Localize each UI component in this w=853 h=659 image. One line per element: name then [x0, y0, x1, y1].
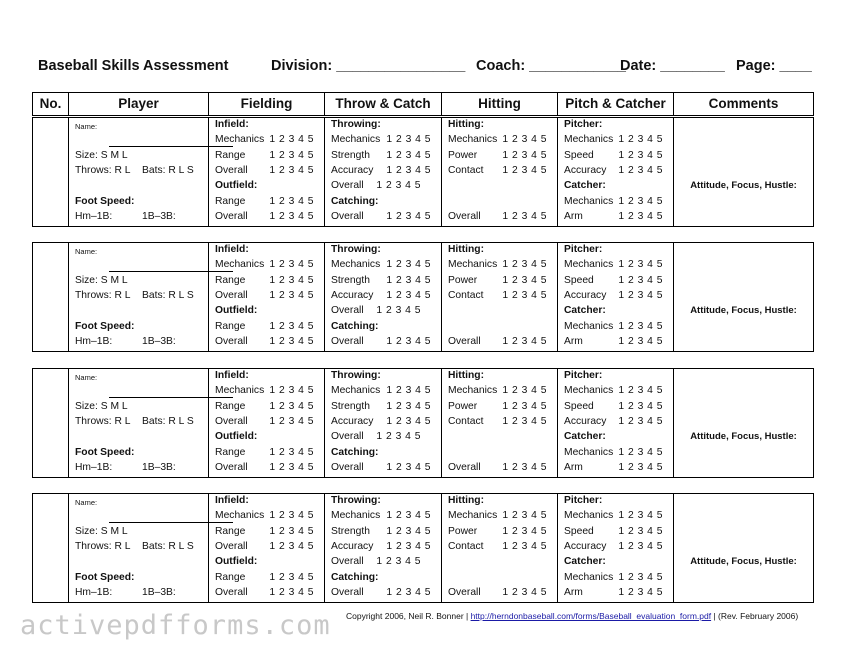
pitch-catcher-cell: [558, 494, 674, 602]
rating-scale[interactable]: 1 2 3 4 5: [502, 587, 547, 598]
throws-label: Throws: R L: [75, 541, 131, 552]
catcher-mechanics-row: Mechanics 1 2 3 4 5: [564, 572, 663, 583]
col-throw-catch: Throw & Catch: [325, 93, 442, 115]
hitting-label: Hitting:: [448, 244, 485, 255]
catcher-mechanics-row: Mechanics 1 2 3 4 5: [564, 447, 663, 458]
comments-label: Attitude, Focus, Hustle:: [690, 556, 797, 567]
catcher-arm-row: Arm 1 2 3 4 5: [564, 211, 663, 222]
catching-overall-row: Overall 1 2 3 4 5: [331, 462, 431, 473]
hitting-overall-row: Overall 1 2 3 4 5: [448, 587, 547, 598]
rating-scale[interactable]: 1 2 3 4 5: [618, 587, 663, 598]
rating-scale[interactable]: 1 2 3 4 5: [618, 526, 663, 537]
pitcher-accuracy-row: Accuracy 1 2 3 4 5: [564, 416, 663, 427]
rating-scale[interactable]: 1 2 3 4 5: [269, 336, 314, 347]
comments-label: Attitude, Focus, Hustle:: [690, 180, 797, 191]
hitting-mechanics-row: Mechanics 1 2 3 4 5: [448, 510, 547, 521]
rating-scale[interactable]: 1 2 3 4 5: [502, 541, 547, 552]
throwing-mechanics-row: Mechanics 1 2 3 4 5: [331, 259, 431, 270]
throwing-overall-row: Overall 1 2 3 4 5: [331, 180, 421, 191]
pitcher-accuracy-row: Accuracy 1 2 3 4 5: [564, 290, 663, 301]
throws-bats-row: [75, 540, 204, 554]
rating-scale[interactable]: 1 2 3 4 5: [618, 510, 663, 521]
infield-mechanics-row: Mechanics 1 2 3 4 5: [215, 385, 314, 396]
form-title: Baseball Skills Assessment: [38, 58, 229, 74]
no-cell[interactable]: [33, 243, 69, 351]
hitting-cell: [442, 243, 558, 351]
infield-overall-row: Overall 1 2 3 4 5: [215, 416, 314, 427]
size-label: Size: S M L: [75, 526, 128, 537]
rating-scale[interactable]: 1 2 3 4 5: [618, 259, 663, 270]
rating-scale[interactable]: 1 2 3 4 5: [618, 462, 663, 473]
rating-scale[interactable]: 1 2 3 4 5: [618, 211, 663, 222]
size-label: Size: S M L: [75, 150, 128, 161]
hitting-power-row: Power 1 2 3 4 5: [448, 401, 547, 412]
outfield-label: Outfield:: [215, 180, 258, 191]
outfield-overall-row: Overall 1 2 3 4 5: [215, 336, 314, 347]
rating-scale[interactable]: 1 2 3 4 5: [386, 336, 431, 347]
infield-range-row: Range 1 2 3 4 5: [215, 526, 314, 537]
catcher-mechanics-row: Mechanics 1 2 3 4 5: [564, 196, 663, 207]
rating-scale[interactable]: 1 2 3 4 5: [386, 526, 431, 537]
pitcher-mechanics-row: Mechanics 1 2 3 4 5: [564, 510, 663, 521]
catcher-arm-row: Arm 1 2 3 4 5: [564, 587, 663, 598]
hitting-cell: [442, 369, 558, 477]
infield-label: Infield:: [215, 244, 249, 255]
hitting-overall-row: Overall 1 2 3 4 5: [448, 211, 547, 222]
division-field: Division: ________________: [271, 58, 466, 74]
outfield-overall-row: Overall 1 2 3 4 5: [215, 462, 314, 473]
rating-scale[interactable]: 1 2 3 4 5: [269, 385, 314, 396]
page-field: Page: ____: [736, 58, 812, 74]
comments-cell[interactable]: [674, 494, 813, 602]
throw-catch-cell: [325, 369, 442, 477]
outfield-range-row: Range 1 2 3 4 5: [215, 196, 314, 207]
rating-scale[interactable]: 1 2 3 4 5: [269, 196, 314, 207]
hitting-label: Hitting:: [448, 495, 485, 506]
outfield-overall-row: Overall 1 2 3 4 5: [215, 211, 314, 222]
catching-label: Catching:: [331, 447, 379, 458]
rating-scale[interactable]: 1 2 3 4 5: [386, 290, 431, 301]
rating-scale[interactable]: 1 2 3 4 5: [502, 526, 547, 537]
pitcher-mechanics-row: Mechanics 1 2 3 4 5: [564, 259, 663, 270]
pitch-catcher-cell: [558, 369, 674, 477]
hitting-overall-row: Overall 1 2 3 4 5: [448, 462, 547, 473]
rating-scale[interactable]: 1 2 3 4 5: [502, 211, 547, 222]
catcher-mechanics-row: Mechanics 1 2 3 4 5: [564, 321, 663, 332]
throws-bats-row: [75, 289, 204, 303]
rating-scale[interactable]: 1 2 3 4 5: [618, 447, 663, 458]
infield-mechanics-row: Mechanics 1 2 3 4 5: [215, 134, 314, 145]
throw-catch-cell: [325, 118, 442, 226]
throwing-strength-row: Strength 1 2 3 4 5: [331, 401, 431, 412]
infield-label: Infield:: [215, 370, 249, 381]
catching-label: Catching:: [331, 321, 379, 332]
hitting-cell: [442, 118, 558, 226]
rating-scale[interactable]: 1 2 3 4 5: [386, 401, 431, 412]
throwing-accuracy-row: Accuracy 1 2 3 4 5: [331, 541, 431, 552]
rating-scale[interactable]: 1 2 3 4 5: [618, 150, 663, 161]
rating-scale[interactable]: 1 2 3 4 5: [269, 211, 314, 222]
outfield-range-row: Range 1 2 3 4 5: [215, 447, 314, 458]
speed-times-row: [75, 461, 204, 475]
hitting-power-row: Power 1 2 3 4 5: [448, 150, 547, 161]
throwing-overall-row: Overall 1 2 3 4 5: [331, 305, 421, 316]
rating-scale[interactable]: 1 2 3 4 5: [502, 165, 547, 176]
hitting-power-row: Power 1 2 3 4 5: [448, 526, 547, 537]
player-block: [32, 493, 814, 603]
rating-scale[interactable]: 1 2 3 4 5: [376, 556, 421, 567]
comments-cell[interactable]: [674, 369, 813, 477]
infield-overall-row: Overall 1 2 3 4 5: [215, 290, 314, 301]
pitcher-label: Pitcher:: [564, 119, 603, 130]
rating-scale[interactable]: 1 2 3 4 5: [502, 290, 547, 301]
rating-scale[interactable]: 1 2 3 4 5: [386, 541, 431, 552]
catching-label: Catching:: [331, 572, 379, 583]
rating-scale[interactable]: 1 2 3 4 5: [269, 587, 314, 598]
b13b-label: 1B–3B:: [142, 336, 176, 347]
rating-scale[interactable]: 1 2 3 4 5: [618, 336, 663, 347]
fielding-cell: [209, 494, 325, 602]
hitting-contact-row: Contact 1 2 3 4 5: [448, 165, 547, 176]
rating-scale[interactable]: 1 2 3 4 5: [269, 401, 314, 412]
throws-bats-row: [75, 415, 204, 429]
throws-label: Throws: R L: [75, 165, 131, 176]
rating-scale[interactable]: 1 2 3 4 5: [618, 290, 663, 301]
player-cell: [69, 369, 209, 477]
throwing-accuracy-row: Accuracy 1 2 3 4 5: [331, 416, 431, 427]
no-cell[interactable]: [33, 494, 69, 602]
throwing-mechanics-row: Mechanics 1 2 3 4 5: [331, 510, 431, 521]
name-label: Name:: [75, 498, 98, 507]
throwing-strength-row: Strength 1 2 3 4 5: [331, 275, 431, 286]
rating-scale[interactable]: 1 2 3 4 5: [502, 401, 547, 412]
rating-scale[interactable]: 1 2 3 4 5: [269, 259, 314, 270]
throwing-accuracy-row: Accuracy 1 2 3 4 5: [331, 165, 431, 176]
speed-times-row: [75, 335, 204, 349]
fielding-cell: [209, 118, 325, 226]
infield-range-row: Range 1 2 3 4 5: [215, 150, 314, 161]
rating-scale[interactable]: 1 2 3 4 5: [618, 134, 663, 145]
pitcher-speed-row: Speed 1 2 3 4 5: [564, 150, 663, 161]
foot-speed-label: Foot Speed:: [75, 196, 135, 207]
rating-scale[interactable]: 1 2 3 4 5: [386, 416, 431, 427]
size-label: Size: S M L: [75, 401, 128, 412]
speed-times-row: [75, 586, 204, 600]
infield-label: Infield:: [215, 119, 249, 130]
rating-scale[interactable]: 1 2 3 4 5: [269, 290, 314, 301]
hitting-label: Hitting:: [448, 370, 485, 381]
name-label: Name:: [75, 122, 98, 131]
pitcher-speed-row: Speed 1 2 3 4 5: [564, 401, 663, 412]
infield-range-row: Range 1 2 3 4 5: [215, 401, 314, 412]
hitting-mechanics-row: Mechanics 1 2 3 4 5: [448, 385, 547, 396]
col-fielding: Fielding: [209, 93, 325, 115]
size-label: Size: S M L: [75, 275, 128, 286]
throwing-overall-row: Overall 1 2 3 4 5: [331, 431, 421, 442]
b13b-label: 1B–3B:: [142, 587, 176, 598]
rating-scale[interactable]: 1 2 3 4 5: [386, 211, 431, 222]
rating-scale[interactable]: 1 2 3 4 5: [386, 275, 431, 286]
hitting-contact-row: Contact 1 2 3 4 5: [448, 290, 547, 301]
comments-label: Attitude, Focus, Hustle:: [690, 305, 797, 316]
rating-scale[interactable]: 1 2 3 4 5: [502, 416, 547, 427]
infield-overall-row: Overall 1 2 3 4 5: [215, 541, 314, 552]
rating-scale[interactable]: 1 2 3 4 5: [376, 305, 421, 316]
catching-overall-row: Overall 1 2 3 4 5: [331, 336, 431, 347]
rating-scale[interactable]: 1 2 3 4 5: [386, 134, 431, 145]
throws-label: Throws: R L: [75, 416, 131, 427]
rating-scale[interactable]: 1 2 3 4 5: [618, 196, 663, 207]
outfield-overall-row: Overall 1 2 3 4 5: [215, 587, 314, 598]
outfield-range-row: Range 1 2 3 4 5: [215, 321, 314, 332]
rating-scale[interactable]: 1 2 3 4 5: [376, 431, 421, 442]
throws-label: Throws: R L: [75, 290, 131, 301]
rating-scale[interactable]: 1 2 3 4 5: [386, 385, 431, 396]
player-cell: [69, 118, 209, 226]
bats-label: Bats: R L S: [142, 541, 194, 552]
player-block: [32, 117, 814, 227]
col-pitch-catcher: Pitch & Catcher: [558, 93, 674, 115]
comments-label: Attitude, Focus, Hustle:: [690, 431, 797, 442]
rating-scale[interactable]: 1 2 3 4 5: [618, 321, 663, 332]
pitcher-mechanics-row: Mechanics 1 2 3 4 5: [564, 385, 663, 396]
rating-scale[interactable]: 1 2 3 4 5: [502, 259, 547, 270]
player-block: [32, 242, 814, 352]
form-link[interactable]: http://herndonbaseball.com/forms/Baseball_evaluation_form.pdf: [470, 611, 712, 621]
throwing-strength-row: Strength 1 2 3 4 5: [331, 150, 431, 161]
throwing-overall-row: Overall 1 2 3 4 5: [331, 556, 421, 567]
rating-scale[interactable]: 1 2 3 4 5: [618, 275, 663, 286]
rating-scale[interactable]: 1 2 3 4 5: [618, 401, 663, 412]
catching-overall-row: Overall 1 2 3 4 5: [331, 211, 431, 222]
rating-scale[interactable]: 1 2 3 4 5: [269, 150, 314, 161]
hm1b-label: Hm–1B:: [75, 587, 113, 598]
rating-scale[interactable]: 1 2 3 4 5: [502, 134, 547, 145]
rating-scale[interactable]: 1 2 3 4 5: [269, 526, 314, 537]
hitting-label: Hitting:: [448, 119, 485, 130]
rating-scale[interactable]: 1 2 3 4 5: [502, 336, 547, 347]
name-label: Name:: [75, 247, 98, 256]
throwing-accuracy-row: Accuracy 1 2 3 4 5: [331, 290, 431, 301]
infield-mechanics-row: Mechanics 1 2 3 4 5: [215, 510, 314, 521]
rating-scale[interactable]: 1 2 3 4 5: [386, 150, 431, 161]
rating-scale[interactable]: 1 2 3 4 5: [376, 180, 421, 191]
col-no: No.: [33, 93, 69, 115]
catcher-label: Catcher:: [564, 556, 606, 567]
player-cell: [69, 494, 209, 602]
throwing-mechanics-row: Mechanics 1 2 3 4 5: [331, 134, 431, 145]
col-hitting: Hitting: [442, 93, 558, 115]
pitcher-mechanics-row: Mechanics 1 2 3 4 5: [564, 134, 663, 145]
rating-scale[interactable]: 1 2 3 4 5: [618, 416, 663, 427]
throwing-mechanics-row: Mechanics 1 2 3 4 5: [331, 385, 431, 396]
pitcher-accuracy-row: Accuracy 1 2 3 4 5: [564, 165, 663, 176]
column-headers: [32, 92, 814, 116]
throwing-label: Throwing:: [331, 495, 381, 506]
hitting-contact-row: Contact 1 2 3 4 5: [448, 416, 547, 427]
infield-range-row: Range 1 2 3 4 5: [215, 275, 314, 286]
watermark: activepdfforms.com: [20, 610, 331, 641]
outfield-label: Outfield:: [215, 431, 258, 442]
rating-scale[interactable]: 1 2 3 4 5: [269, 462, 314, 473]
rating-scale[interactable]: 1 2 3 4 5: [386, 462, 431, 473]
rating-scale[interactable]: 1 2 3 4 5: [618, 572, 663, 583]
fielding-cell: [209, 369, 325, 477]
foot-speed-label: Foot Speed:: [75, 321, 135, 332]
catcher-label: Catcher:: [564, 180, 606, 191]
rating-scale[interactable]: 1 2 3 4 5: [386, 259, 431, 270]
coach-field: Coach: ____________: [476, 58, 626, 74]
name-label: Name:: [75, 373, 98, 382]
catching-label: Catching:: [331, 196, 379, 207]
rating-scale[interactable]: 1 2 3 4 5: [502, 510, 547, 521]
throwing-label: Throwing:: [331, 370, 381, 381]
outfield-label: Outfield:: [215, 305, 258, 316]
rating-scale[interactable]: 1 2 3 4 5: [269, 134, 314, 145]
catcher-arm-row: Arm 1 2 3 4 5: [564, 462, 663, 473]
hm1b-label: Hm–1B:: [75, 336, 113, 347]
comments-cell[interactable]: [674, 118, 813, 226]
rating-scale[interactable]: 1 2 3 4 5: [618, 541, 663, 552]
rating-scale[interactable]: 1 2 3 4 5: [618, 385, 663, 396]
rating-scale[interactable]: 1 2 3 4 5: [502, 385, 547, 396]
rating-scale[interactable]: 1 2 3 4 5: [386, 165, 431, 176]
rating-scale[interactable]: 1 2 3 4 5: [386, 587, 431, 598]
outfield-label: Outfield:: [215, 556, 258, 567]
no-cell[interactable]: [33, 118, 69, 226]
throwing-label: Throwing:: [331, 119, 381, 130]
hitting-cell: [442, 494, 558, 602]
pitcher-label: Pitcher:: [564, 495, 603, 506]
infield-label: Infield:: [215, 495, 249, 506]
pitcher-speed-row: Speed 1 2 3 4 5: [564, 275, 663, 286]
bats-label: Bats: R L S: [142, 416, 194, 427]
col-player: Player: [69, 93, 209, 115]
player-cell: [69, 243, 209, 351]
fielding-cell: [209, 243, 325, 351]
rating-scale[interactable]: 1 2 3 4 5: [502, 275, 547, 286]
rating-scale[interactable]: 1 2 3 4 5: [618, 165, 663, 176]
foot-speed-label: Foot Speed:: [75, 572, 135, 583]
rating-scale[interactable]: 1 2 3 4 5: [269, 447, 314, 458]
hitting-overall-row: Overall 1 2 3 4 5: [448, 336, 547, 347]
footer: [346, 611, 798, 621]
hm1b-label: Hm–1B:: [75, 462, 113, 473]
infield-overall-row: Overall 1 2 3 4 5: [215, 165, 314, 176]
catcher-label: Catcher:: [564, 305, 606, 316]
rating-scale[interactable]: 1 2 3 4 5: [386, 510, 431, 521]
comments-cell[interactable]: [674, 243, 813, 351]
catching-overall-row: Overall 1 2 3 4 5: [331, 587, 431, 598]
player-block: [32, 368, 814, 478]
rating-scale[interactable]: 1 2 3 4 5: [502, 150, 547, 161]
pitcher-label: Pitcher:: [564, 244, 603, 255]
rating-scale[interactable]: 1 2 3 4 5: [269, 416, 314, 427]
col-comments: Comments: [708, 96, 779, 111]
bats-label: Bats: R L S: [142, 165, 194, 176]
throw-catch-cell: [325, 494, 442, 602]
pitcher-accuracy-row: Accuracy 1 2 3 4 5: [564, 541, 663, 552]
rating-scale[interactable]: 1 2 3 4 5: [269, 165, 314, 176]
pitch-catcher-cell: [558, 118, 674, 226]
hitting-contact-row: Contact 1 2 3 4 5: [448, 541, 547, 552]
hitting-mechanics-row: Mechanics 1 2 3 4 5: [448, 259, 547, 270]
revision-text: | (Rev. February 2006): [711, 611, 799, 621]
rating-scale[interactable]: 1 2 3 4 5: [502, 462, 547, 473]
b13b-label: 1B–3B:: [142, 462, 176, 473]
no-cell[interactable]: [33, 369, 69, 477]
speed-times-row: [75, 210, 204, 224]
rating-scale[interactable]: 1 2 3 4 5: [269, 572, 314, 583]
pitcher-speed-row: Speed 1 2 3 4 5: [564, 526, 663, 537]
rating-scale[interactable]: 1 2 3 4 5: [269, 541, 314, 552]
hitting-power-row: Power 1 2 3 4 5: [448, 275, 547, 286]
form-header: [38, 58, 813, 78]
infield-mechanics-row: Mechanics 1 2 3 4 5: [215, 259, 314, 270]
outfield-range-row: Range 1 2 3 4 5: [215, 572, 314, 583]
rating-scale[interactable]: 1 2 3 4 5: [269, 510, 314, 521]
catcher-arm-row: Arm 1 2 3 4 5: [564, 336, 663, 347]
date-field: Date: ________: [620, 58, 725, 74]
throwing-strength-row: Strength 1 2 3 4 5: [331, 526, 431, 537]
throws-bats-row: [75, 164, 204, 178]
copyright-text: Copyright 2006, Neil R. Bonner |: [346, 611, 471, 621]
b13b-label: 1B–3B:: [142, 211, 176, 222]
catcher-label: Catcher:: [564, 431, 606, 442]
pitcher-label: Pitcher:: [564, 370, 603, 381]
rating-scale[interactable]: 1 2 3 4 5: [269, 275, 314, 286]
hm1b-label: Hm–1B:: [75, 211, 113, 222]
throwing-label: Throwing:: [331, 244, 381, 255]
rating-scale[interactable]: 1 2 3 4 5: [269, 321, 314, 332]
foot-speed-label: Foot Speed:: [75, 447, 135, 458]
throw-catch-cell: [325, 243, 442, 351]
pitch-catcher-cell: [558, 243, 674, 351]
bats-label: Bats: R L S: [142, 290, 194, 301]
hitting-mechanics-row: Mechanics 1 2 3 4 5: [448, 134, 547, 145]
